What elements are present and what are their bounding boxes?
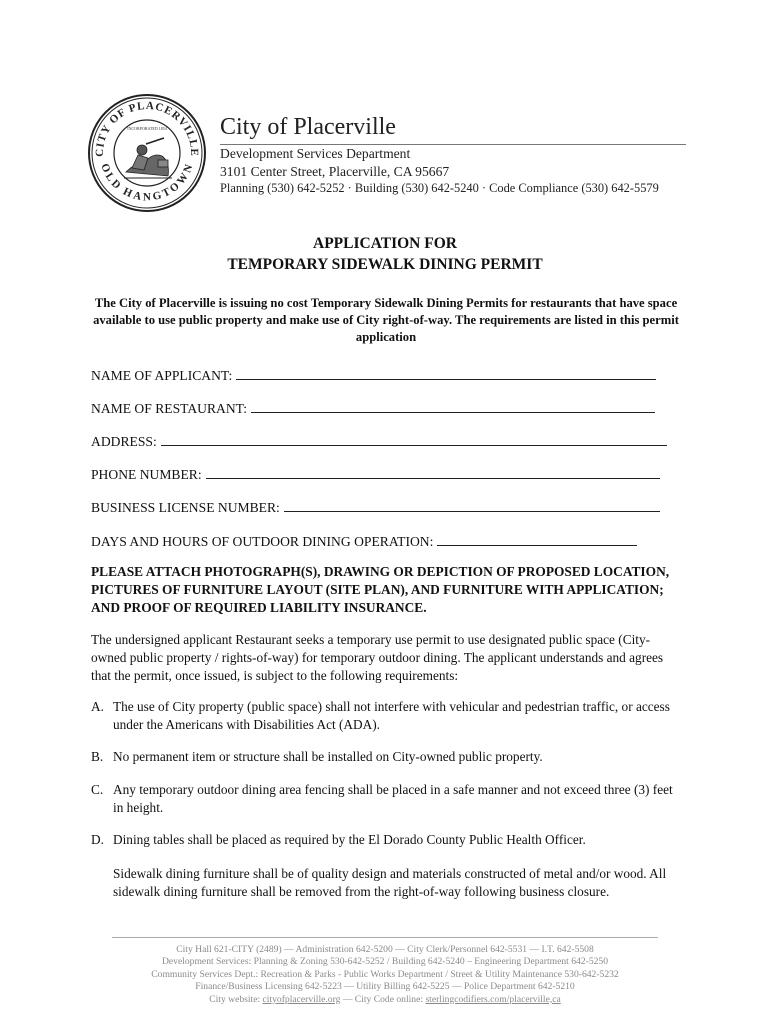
miner-illustration	[124, 138, 172, 178]
undertaking-paragraph: The undersigned applicant Restaurant seeks a temporary use permit to use designated public space (City-owned public property / rights-of-way) for temporary outdoor dining. The applicant understands and agrees that the permit, once issued, is subject to the following requirements:	[91, 632, 664, 683]
intro-paragraph: The City of Placerville is issuing no cost Temporary Sidewalk Dining Permits for restaurants that have space available to use public property and make use of City right-of-way. The requirements are listed in this permit application	[93, 296, 679, 344]
address-label: ADDRESS:	[91, 434, 157, 449]
footer-divider	[112, 937, 658, 938]
requirement-text: No permanent item or structure shall be installed on City-owned public property.	[113, 749, 543, 764]
applicant-name-field	[91, 365, 656, 384]
requirement-letter: B.	[91, 749, 104, 764]
requirement-letter: A.	[91, 699, 104, 714]
applicant-name-label: NAME OF APPLICANT:	[91, 368, 233, 383]
phone-label: PHONE NUMBER:	[91, 467, 202, 482]
footer-line1: City Hall 621-CITY (2489) — Administration 642-5200 — City Clerk/Personnel 642-5531 — I.T. 642-5508	[176, 944, 594, 955]
requirement-text: Dining tables shall be placed as required by the El Dorado County Public Health Officer.	[113, 832, 586, 847]
footer-line5	[60, 994, 710, 1006]
footer-line2: Development Services: Planning & Zoning 530-642-5252 / Building 642-5240 – Engineering Department 642-5250	[161, 956, 609, 968]
requirement-letter: D.	[91, 832, 104, 847]
footer-line3: Community Services Dept.: Recreation & Parks - Public Works Department / Street & Utility Maintenance 530-642-5232	[151, 968, 619, 980]
city-seal-logo	[86, 92, 208, 214]
business-license-field	[91, 497, 660, 516]
phone-input-line[interactable]	[206, 464, 660, 479]
attach-notice: PLEASE ATTACH PHOTOGRAPH(S), DRAWING OR DEPICTION OF PROPOSED LOCATION, PICTURES OF FURNITURE LAYOUT (SITE PLAN), AND FURNITURE WITH APPLICATION; AND PROOF OF REQUIRED LIABILITY INSURANCE.	[91, 564, 670, 615]
city-title: City of Placerville	[220, 114, 396, 140]
business-license-input-line[interactable]	[284, 497, 660, 512]
seal-inner-text: INCORPORATED 1854	[127, 126, 167, 131]
applicant-name-input-line[interactable]	[236, 365, 656, 380]
city-website-link[interactable]: cityofplacerville.org	[262, 993, 341, 1005]
restaurant-name-input-line[interactable]	[251, 398, 655, 413]
furniture-note: Sidewalk dining furniture shall be of quality design and materials constructed of metal and/or wood. All sidewalk dining furniture shall be removed from the right-of-way following business closure.	[113, 866, 667, 899]
address-field	[91, 431, 667, 450]
department-name: Development Services Department	[220, 146, 411, 161]
requirement-letter: C.	[91, 782, 104, 797]
city-code-link[interactable]: sterlingcodifiers.com/placerville,ca	[425, 993, 561, 1005]
form-title-line1: APPLICATION FOR	[313, 235, 457, 252]
website-label: City website:	[209, 993, 261, 1005]
requirement-text: The use of City property (public space) shall not interfere with vehicular and pedestrian traffic, or access under the Americans with Disabilities Act (ADA).	[113, 699, 670, 732]
header-divider	[220, 144, 686, 145]
dining-hours-label: DAYS AND HOURS OF OUTDOOR DINING OPERATION:	[91, 534, 434, 549]
restaurant-name-field	[91, 398, 655, 417]
seal-bottom-text: OLD HANGTOWN	[98, 162, 196, 204]
department-phones: Planning (530) 642-5252 · Building (530) 642-5240 · Code Compliance (530) 642-5579	[220, 181, 659, 195]
seal-top-text: CITY OF PLACERVILLE	[93, 99, 201, 157]
dining-hours-input-line[interactable]	[437, 531, 637, 546]
department-address: 3101 Center Street, Placerville, CA 95667	[220, 164, 450, 179]
address-input-line[interactable]	[161, 431, 667, 446]
footer-line4: Finance/Business Licensing 642-5223 — Utility Billing 642-5225 — Police Department 642-5210	[195, 981, 575, 993]
footer-contacts	[60, 944, 710, 1006]
phone-field	[91, 464, 660, 483]
code-label: — City Code online:	[342, 993, 424, 1005]
form-title-line2: TEMPORARY SIDEWALK DINING PERMIT	[227, 256, 543, 273]
business-license-label: BUSINESS LICENSE NUMBER:	[91, 500, 280, 515]
restaurant-name-label: NAME OF RESTAURANT:	[91, 401, 248, 416]
requirement-text: Any temporary outdoor dining area fencing shall be placed in a safe manner and not exceed three (3) feet in height.	[113, 782, 673, 815]
dining-hours-field	[91, 531, 637, 550]
